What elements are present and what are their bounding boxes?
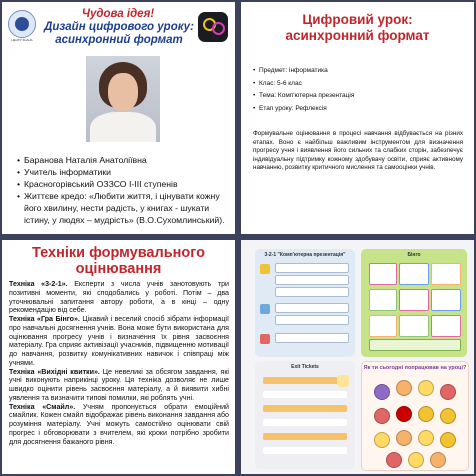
school-logo-text: ЦЕНТР ЗНАНЬ xyxy=(11,38,33,42)
ticket-row xyxy=(263,419,347,426)
number-2-icon xyxy=(260,304,270,314)
bingo-cell xyxy=(431,315,461,337)
form-field xyxy=(275,303,349,313)
lesson-panel xyxy=(241,2,474,234)
lesson-grade: • Клас: 5-6 клас xyxy=(253,78,468,91)
smile-icon xyxy=(408,452,424,468)
ticket-row xyxy=(263,447,347,454)
card-bingo xyxy=(361,249,467,357)
form-field xyxy=(275,333,349,343)
smile-icon xyxy=(440,432,456,448)
technique-desc: Учням пропонується обрати емоційний смайлик. Кожен смайл відображає рівень виконання завдання або розуміння матеріалу. Учні можуть самостійно оцінювати свій прогрес і обговорювати з вчителем, які кроки потрібно зробити для досягнення бажаного рівня. xyxy=(9,402,230,446)
number-3-icon xyxy=(260,264,270,274)
smile-icon xyxy=(440,408,456,424)
form-field xyxy=(275,315,349,325)
technique-desc: Експерти з числа учнів занотовують три позитивні моменти, які сподобались у роботі. Потім – два уточнювальні запитання автору роботи, а в кінці – одну рекомендацію від себе. xyxy=(9,280,230,315)
technique-name: Техніка «3-2-1». xyxy=(9,280,68,288)
teacher-role: • Учитель інформатики xyxy=(18,166,230,178)
card-smile xyxy=(361,361,469,471)
bingo-cell xyxy=(399,289,429,311)
school-logo-icon xyxy=(8,10,36,38)
bingo-footer xyxy=(369,339,461,351)
teacher-name: • Баранова Наталія Анатоліївна xyxy=(18,154,230,166)
card-exit-title: Exit Tickets xyxy=(291,364,319,370)
lesson-paragraph: Формувальне оцінювання в процесі навчання відбувається на різних етапах. Воно є найбільш важливим інструментом для визначення прогресу учня і виявлення його сильних та слабких сторін, забезпечує індивідуальну підтримку кожному здобувачу освіти, сприяє активному навчанню, розвитку критичного мислення та самооцінки учнів. xyxy=(253,130,463,172)
smile-icon xyxy=(386,452,402,468)
card-3-2-1 xyxy=(255,249,355,357)
card-bingo-title: Бінго xyxy=(407,252,421,258)
card-exit-tickets xyxy=(255,361,355,469)
lesson-title-line2: асинхронний формат xyxy=(285,28,430,43)
card-smile-title: Як ти сьогодні попрацював на уроці? xyxy=(363,365,467,371)
teacher-info-list xyxy=(18,154,230,226)
teacher-photo xyxy=(86,56,160,142)
smile-icon xyxy=(430,452,446,468)
bingo-cell xyxy=(399,315,429,337)
bingo-cell xyxy=(399,263,429,285)
bingo-cell xyxy=(369,315,397,337)
form-field xyxy=(275,287,349,297)
technique-name: Техніка «Смайл». xyxy=(9,402,76,411)
bingo-cell xyxy=(431,289,461,311)
examples-panel xyxy=(241,240,474,474)
bingo-cell xyxy=(369,289,397,311)
technique-name: Техніка «Вихідні квитки». xyxy=(9,367,100,376)
smile-icon xyxy=(418,380,434,396)
smile-icon xyxy=(374,384,390,400)
smile-icon xyxy=(396,430,412,446)
angry-smile-icon xyxy=(396,406,412,422)
brand-logo-icon xyxy=(198,12,228,42)
smile-icon xyxy=(418,406,434,422)
number-1-icon xyxy=(260,334,270,344)
ticket-row xyxy=(263,377,347,384)
techniques-title: Техніки формувального оцінювання xyxy=(32,245,205,277)
idea-subtitle: Дизайн цифрового уроку: асинхронний формат xyxy=(44,21,194,46)
techniques-panel xyxy=(2,240,235,474)
technique-desc: Це невеликі за обсягом завдання, які учні виконують наприкінці уроку. Ця техніка дозволяє не лише швидко оцінити рівень засвоєння матеріалу, а й виявити хибні уявлення та визначити типові помилки, які роблять учні. xyxy=(9,367,229,402)
smile-icon xyxy=(396,380,412,396)
form-field xyxy=(275,263,349,273)
card-3-2-1-title: 3-2-1 "Комп'ютерна презентація" xyxy=(264,252,346,258)
ticket-row xyxy=(263,405,347,412)
lesson-title-line1: Цифровий урок: xyxy=(302,12,413,27)
bingo-cell xyxy=(369,263,397,285)
techniques-text xyxy=(9,280,229,446)
ticket-row xyxy=(263,433,347,440)
smile-icon xyxy=(418,430,434,446)
intro-panel xyxy=(2,2,235,234)
teacher-motto: • Життєве кредо: «Любити життя, і цінувати кожну його хвилину, нести радість, у книгах - шукати істину, у людях – мудрість» (В.О.Сухомлинський). xyxy=(18,190,230,226)
form-field xyxy=(275,275,349,285)
smile-icon xyxy=(440,384,456,400)
ticket-row xyxy=(263,391,347,398)
lesson-topic: • Тема: Комп'ютерна презентація xyxy=(253,90,468,103)
idea-title: Чудова ідея! xyxy=(81,8,155,20)
teacher-school: • Красногорівський ОЗЗСО І-ІІІ ступенів xyxy=(18,178,230,190)
technique-name: Техніка «Гра Бінго». xyxy=(9,315,80,323)
technique-desc: Цікавий і веселий спосіб зібрати інформації про навчальні досягнення учнів. Вона може бути використана для оцінювання прогресу учнів і визначення їх рівня засвоєння матеріалу. Гра сприяє активізації учасників, підвищенню мотивації до навчання, розвитку комунікативних навичок і співпраці між учнями. xyxy=(9,315,229,367)
lesson-details-list xyxy=(253,65,468,115)
bingo-cell xyxy=(431,263,461,285)
thumb-icon xyxy=(337,375,349,387)
smile-icon xyxy=(374,432,390,448)
lesson-stage: • Етап уроку: Рефлексія xyxy=(253,103,468,116)
angry-smile-icon xyxy=(374,408,390,424)
lesson-subject: • Предмет: інформатика xyxy=(253,65,468,78)
